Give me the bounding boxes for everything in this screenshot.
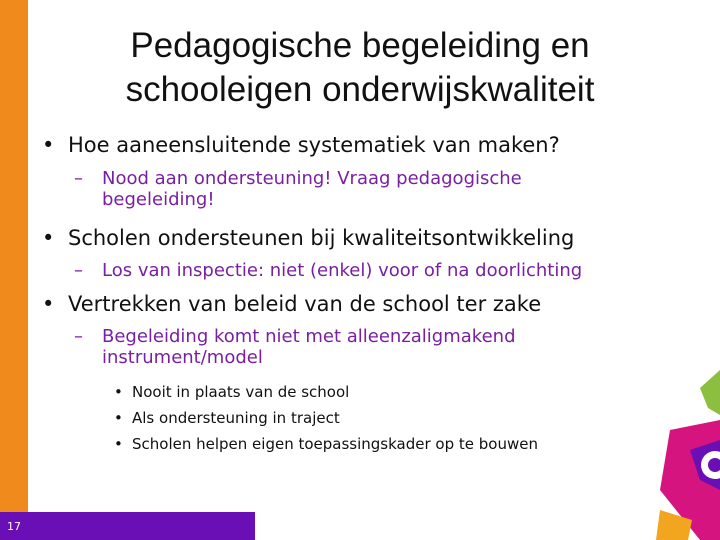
sub-text-line-1: Begeleiding komt niet met alleenzaligmakend [102,326,516,347]
green-shape [700,370,720,415]
bullet-text: Vertrekken van beleid van de school ter zake [68,292,542,316]
corner-logo-graphic [630,370,720,540]
title-line-1: Pedagogische begeleiding en [130,26,590,65]
bullet-dot-icon: • [42,133,55,157]
sub-text-line-2: instrument/model [102,347,263,368]
slide-number: 17 [7,520,21,533]
subsub-text: Scholen helpen eigen toepassingskader op te bouwen [132,435,538,453]
dash-icon: – [74,326,83,347]
bullet-dot-icon: • [42,292,55,316]
bullet-dot-icon: • [114,435,123,453]
dash-icon: – [74,260,83,281]
left-accent-bar [0,0,28,540]
dash-icon: – [74,168,83,189]
sub-text-line-1: Nood aan ondersteuning! Vraag pedagogische [102,168,522,189]
sub-text [102,168,682,210]
slide-title [40,24,680,112]
bullet-text: Hoe aaneensluitende systematiek van maken? [68,133,560,157]
title-line-2: schooleigen onderwijskwaliteit [125,70,595,109]
sub-text: Los van inspectie: niet (enkel) voor of na doorlichting [102,260,583,281]
sub-text [102,326,682,368]
bullet-dot-icon: • [42,226,55,250]
subsub-text: Als ondersteuning in traject [132,409,340,427]
bullet-dot-icon: • [114,383,123,401]
bullet-dot-icon: • [114,409,123,427]
bullet-text: Scholen ondersteunen bij kwaliteitsontwikkeling [68,226,575,250]
subsub-text: Nooit in plaats van de school [132,383,350,401]
footer-bar [0,512,255,540]
sub-text-line-2: begeleiding! [102,189,215,210]
